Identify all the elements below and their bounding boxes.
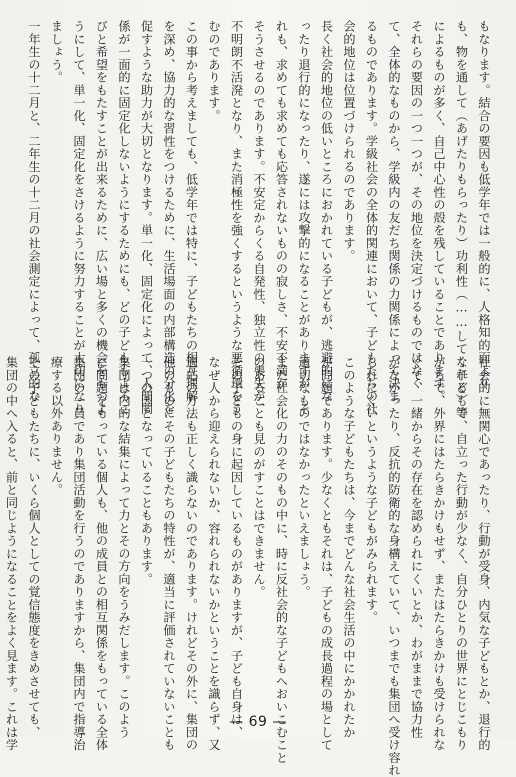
- upper-column-04: それらの要因の一つ一つが、その地位を決定づけるものではなく: [409, 20, 424, 390]
- upper-column-06: るものであります。学級社会の全体的関連において、子どもたちの社: [364, 20, 379, 416]
- upper-column-01: もなります。結合の要因も低学年では一般的に、人格知的面より: [477, 20, 491, 390]
- left-upper-column-01: 一年生の十二月と、二年生の十二月の社会測定によって、孤立的な: [27, 20, 41, 403]
- lower-column-03: がちで、外界にはたらきかけもせず、またはたらきかけも受けられな: [432, 356, 446, 752]
- upper-column-07: 会的地位は位置づけられるのであります。: [342, 20, 356, 263]
- lower-column-15: 他のものにその子どもたちの特性が、適当に評価されていないことも: [162, 356, 176, 752]
- lower-column-11: のあることも見のがすことはできません。: [252, 356, 266, 599]
- upper-column-02: も、物を通して（あげたりもらったり）功利性（……してくれる）等: [454, 20, 469, 419]
- upper-column-19: うにして、単一化、固定化をさけるように努力することが大切になり: [72, 20, 86, 416]
- lower-column-10: また社会化の力のそのもの中に、時に反社会的な子どもへおいこむこと: [274, 356, 289, 764]
- upper-column-17: 係が一面的に固定化しないようにするためにも、どの子どももよろこ: [117, 20, 131, 416]
- upper-column-18: びと希望をもたすことが出来るために、広い場と多くの機会をもつよ: [94, 20, 109, 416]
- upper-text-block: [27, 20, 492, 419]
- upper-column-05: て、全体的なものから、学級内の友だち関係の力関係によって決ま: [387, 20, 401, 403]
- lower-column-21: その子どもたちに、いくら個人としての覚信態度をきめさせても、: [27, 356, 41, 739]
- lower-column-12: その子どもの身に起因しているものがありますが、子ども自身は、: [229, 356, 244, 739]
- lower-column-06: られにくいというような子どもがみられます。: [364, 356, 379, 624]
- lower-column-16: 一つの因となっていることもあります。: [139, 356, 154, 586]
- upper-column-10: れも、求めても求めても応答されないものの寂しさ、不安不満が: [274, 20, 289, 390]
- lower-column-18: に問題をもっている個人も、他の成員との相互関係をもっている全体: [94, 356, 109, 752]
- lower-column-01: 社会的に無関心であったり、行動が受身、内気な子どもとか、退行的: [477, 356, 491, 752]
- upper-column-20: ましょう。: [49, 20, 64, 84]
- lower-column-07: このような子どもたちは、今までどんな社会生活の中にかかれたか: [342, 356, 356, 739]
- upper-column-15: を深め、協力的な習性をつけるために、生活場面の内部構造の分化を: [162, 20, 176, 416]
- upper-column-16: 促すような助力が大切となります。単一化、固定化によって、人間関: [139, 20, 154, 416]
- lower-column-14: 適応の方法も正しく識らないのであります。けれどその外に、集団の: [184, 356, 199, 752]
- lower-column-08: が問題であります。少なくともそれは、子どもの成長過程の場として: [319, 356, 334, 752]
- page-number: — 69 —: [229, 714, 287, 730]
- upper-column-14: この事から考えましても、低学年では特に、子どもたちの相互理解: [184, 20, 199, 403]
- upper-column-03: によるものが多く、自己中心性の殻を残していることであります。: [432, 20, 446, 403]
- lower-column-17: 集団は内的な結集によって力とその方向をうみだします。このよう: [117, 356, 131, 739]
- upper-column-08: 長く社会的地位の低いところにおかれている子どもが、逃避的にな: [319, 20, 334, 403]
- upper-column-12: 不明朗不活溌となり、また消極性を強くするというような悪循環をう: [229, 20, 244, 416]
- lower-column-09: 適切なものではなかったといえましょう。: [297, 356, 311, 599]
- upper-column-11: そうさせるのであります。不安定からくる自発性、独立性の喪失が、: [252, 20, 266, 416]
- lower-column-19: 集団の一員であり集団活動を行うのでありますから、集団内で指導治: [72, 356, 86, 752]
- lower-column-05: がなかったり、反抗的防衛的な身構えていて、いつまでも集団へ受け容れ: [387, 356, 401, 777]
- lower-column-02: な子どもで、自立った行動が少なく、自分ひとりの世界にとじこもり: [454, 356, 469, 752]
- lower-column-20: 療する以外ありません。: [49, 356, 64, 497]
- lower-column-13: なぜ人から迎えられないか、容れられないかということを識らず、又: [207, 356, 221, 752]
- lower-column-22: 集団の中へ入ると、前と同じようになることをよく見ます。これは学: [4, 356, 19, 752]
- upper-column-13: むのであります。: [207, 20, 221, 122]
- lower-column-04: くて、一緒からその存在を認められにくいとか、わがままで協力性: [409, 356, 424, 739]
- upper-column-09: ったり退行的になったり、遂には攻撃的になることがありますが、そ: [297, 20, 311, 416]
